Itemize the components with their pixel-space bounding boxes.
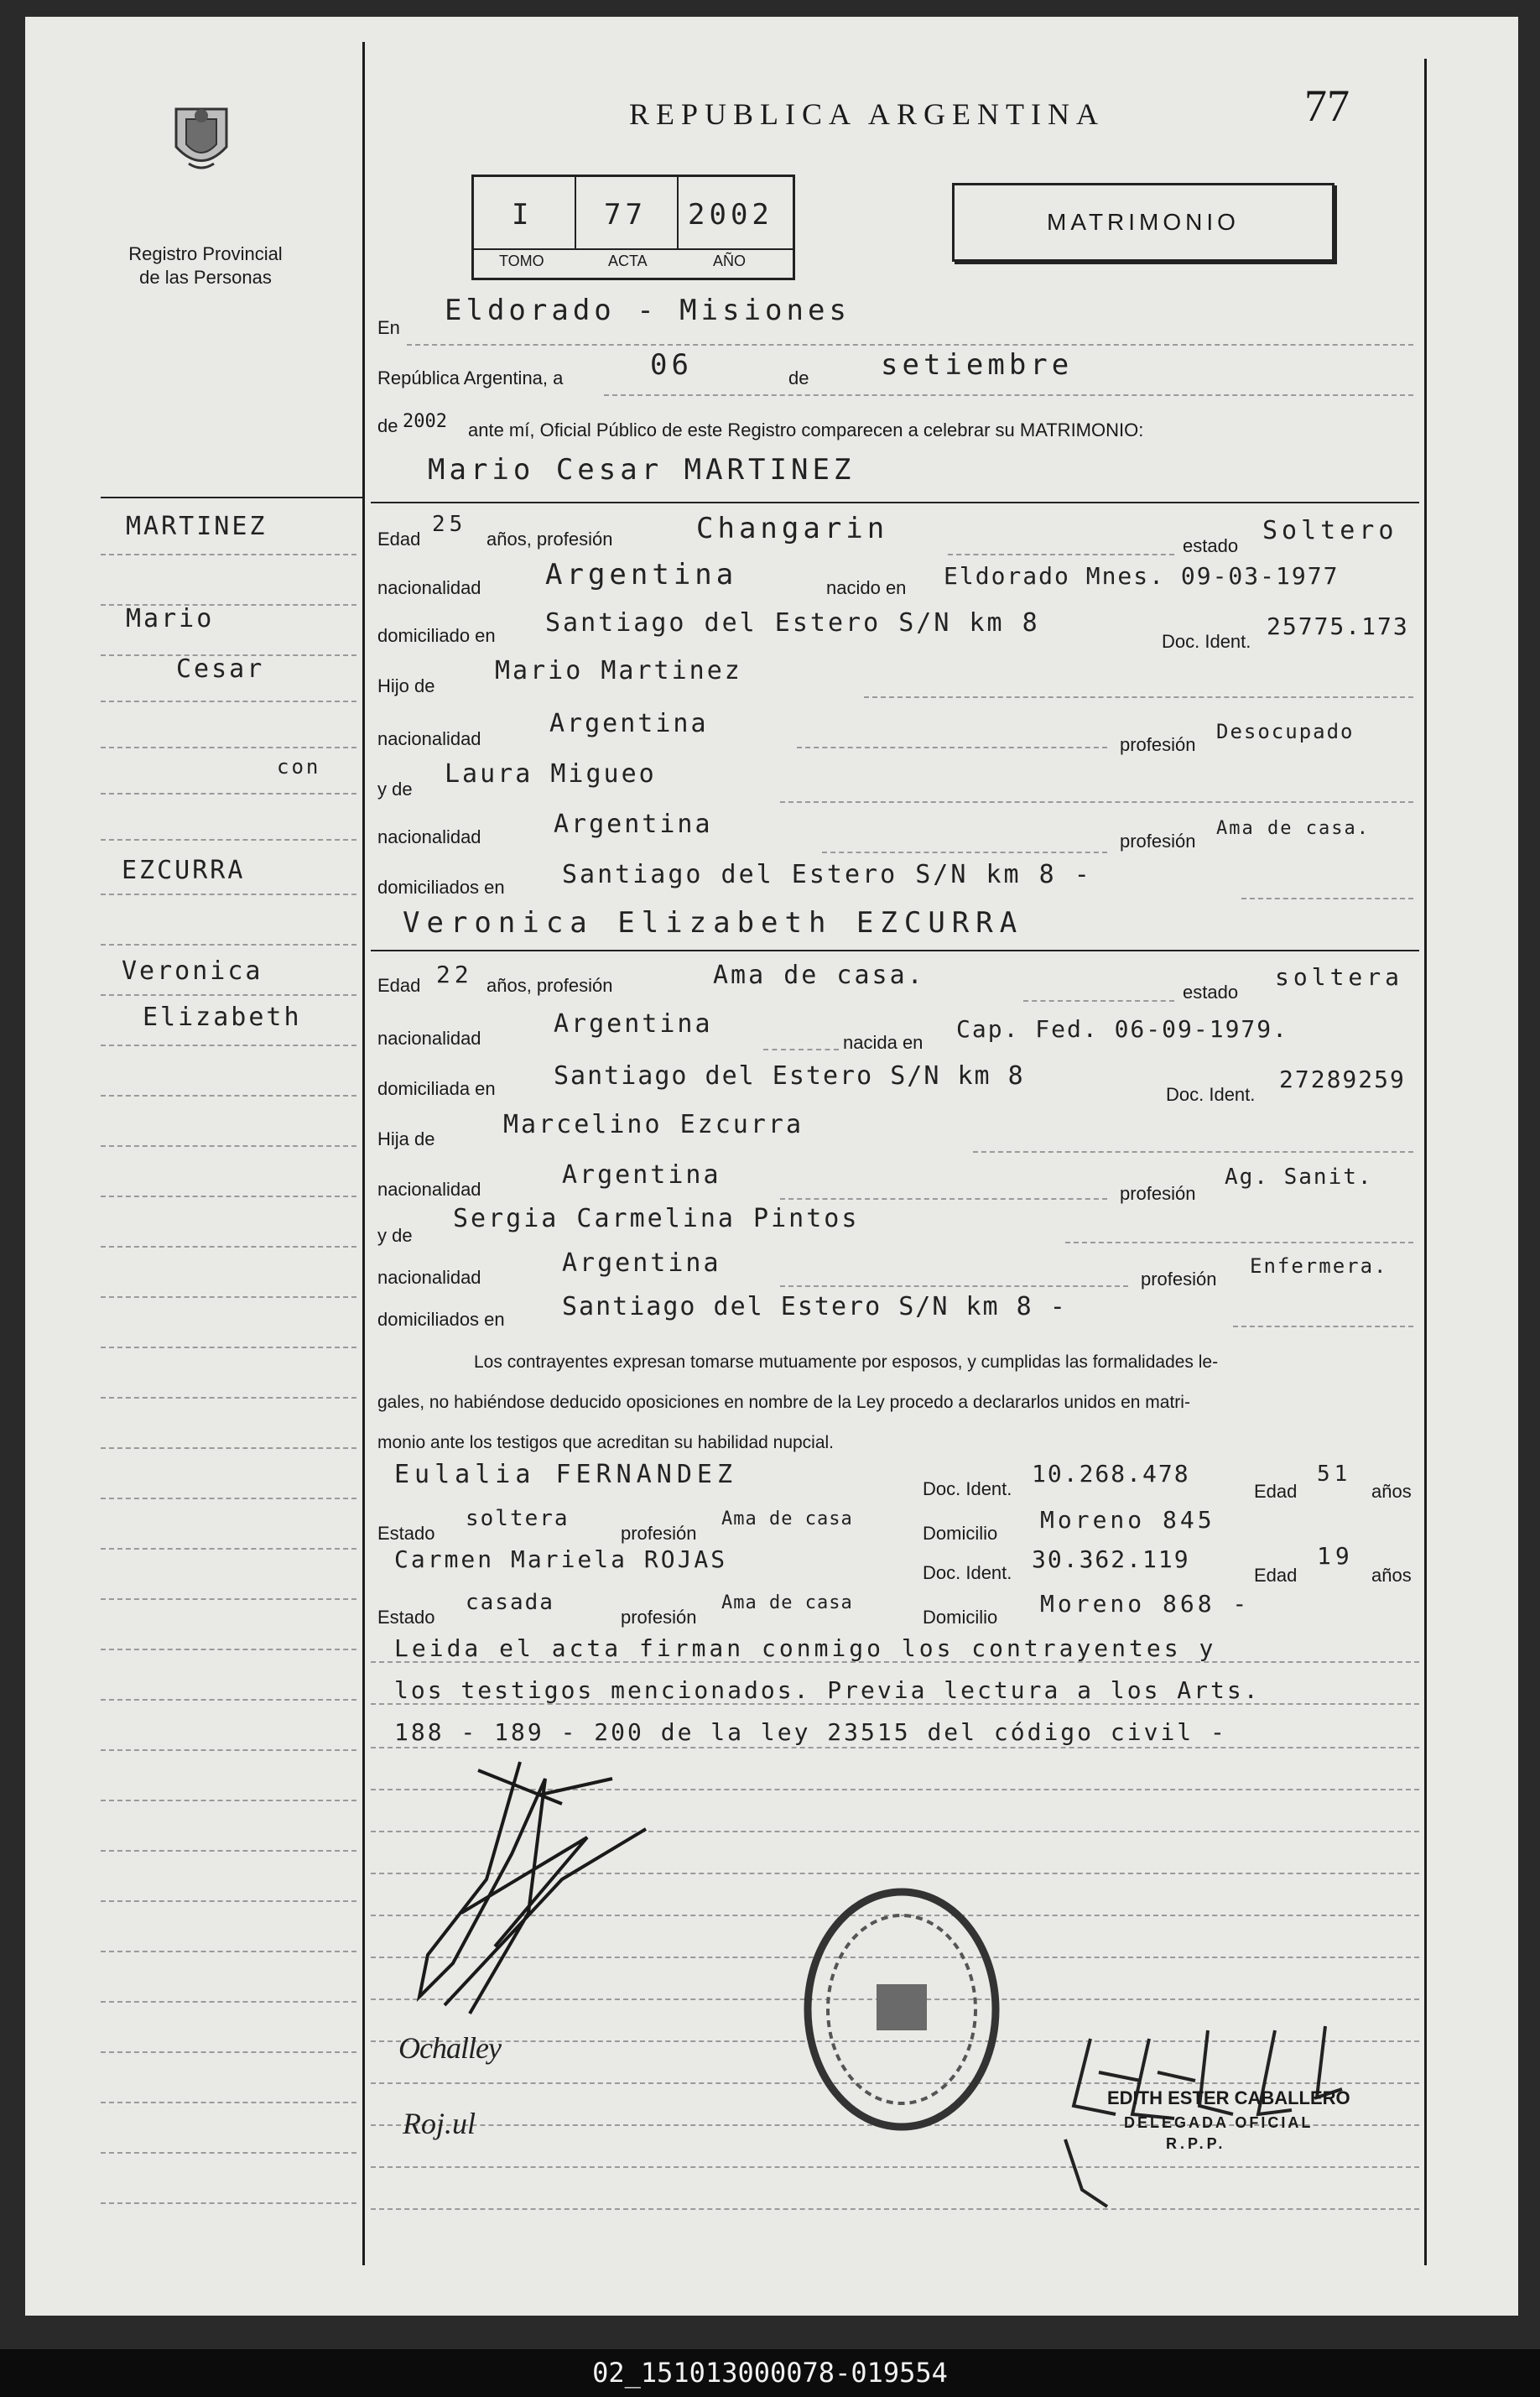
bride-birth-label: nacida en [843, 1032, 923, 1053]
margin-rule-top [101, 497, 362, 498]
rule [973, 1151, 1413, 1153]
section-rule [371, 502, 1419, 503]
rule [1065, 1242, 1413, 1243]
bride-age: 22 [436, 961, 473, 988]
margin-line [101, 1397, 356, 1399]
bride-mother-nationality-label: nacionalidad [377, 1267, 481, 1288]
rule [948, 554, 1174, 555]
rule [763, 1049, 839, 1050]
margin-line [101, 1246, 356, 1248]
bride-mother-profession: Enfermera. [1250, 1254, 1388, 1278]
witness1-anos-label: años [1371, 1481, 1412, 1502]
groom-mother-nationality: Argentina [554, 810, 713, 839]
bride-father-nationality-label: nacionalidad [377, 1179, 481, 1200]
ano-label: AÑO [713, 253, 747, 269]
rule [604, 394, 1413, 396]
official-seal-icon [797, 1879, 1007, 2139]
witness1-doc: 10.268.478 [1032, 1460, 1190, 1488]
margin-line [101, 1800, 356, 1801]
de-label: de [788, 367, 809, 388]
bride-father-profession: Ag. Sanit. [1225, 1165, 1373, 1190]
witness1-status: soltera [466, 1506, 570, 1531]
margin-groom-name2: Cesar [176, 654, 265, 684]
rule [780, 1198, 1107, 1200]
bride-birth: Cap. Fed. 06-09-1979. [956, 1015, 1289, 1043]
place-value: Eldorado - Misiones [445, 294, 851, 327]
margin-line [101, 1900, 356, 1902]
margin-line [101, 2001, 356, 2003]
office-name-line1: Registro Provincial [128, 243, 283, 264]
official-office: R.P.P. [1166, 2135, 1226, 2152]
rule [1233, 1326, 1413, 1327]
witness1-status-label: Estado [377, 1523, 435, 1544]
rule [864, 696, 1413, 698]
witness2-address-label: Domicilio [923, 1607, 998, 1628]
witness1-name: Eulalia FERNANDEZ [394, 1460, 738, 1489]
closing-line1: Leida el acta firman conmigo los contrayentes y [394, 1634, 1217, 1662]
bride-profession: Ama de casa. [713, 961, 925, 990]
tomo-acta-ano-box [471, 175, 795, 280]
groom-profession: Changarin [696, 512, 889, 545]
act-type-box [952, 183, 1334, 262]
margin-bride-surname: EZCURRA [122, 856, 246, 885]
declaration-line3: monio ante los testigos que acreditan su habilidad nupcial. [377, 1433, 835, 1452]
bride-address-label: domiciliada en [377, 1078, 496, 1099]
margin-line [101, 1347, 356, 1348]
bride-nationality: Argentina [554, 1009, 713, 1039]
groom-full-name: Mario Cesar MARTINEZ [428, 453, 856, 487]
provincial-emblem-icon [168, 101, 235, 176]
bride-doc-label: Doc. Ident. [1166, 1084, 1256, 1105]
witness2-status-label: Estado [377, 1607, 435, 1628]
margin-line [101, 1498, 356, 1499]
margin-line [101, 1649, 356, 1650]
margin-groom-name1: Mario [126, 604, 215, 633]
witness-signature-1: Ochalley [398, 2031, 501, 2065]
witness2-name: Carmen Mariela ROJAS [394, 1545, 728, 1573]
margin-line [101, 2202, 356, 2204]
margin-line [101, 1951, 356, 1952]
margin-line [101, 1749, 356, 1751]
groom-nationality-label: nacionalidad [377, 577, 481, 598]
bride-anos-label: años, profesión [486, 975, 613, 996]
groom-address-label: domiciliado en [377, 625, 496, 646]
acta-label: ACTA [608, 253, 648, 269]
witness1-profession: Ama de casa [721, 1509, 853, 1529]
republic-label: República Argentina, a [377, 367, 564, 388]
witness1-age: 51 [1317, 1462, 1352, 1487]
groom-address: Santiago del Estero S/N km 8 [545, 608, 1040, 638]
witness2-doc-label: Doc. Ident. [923, 1562, 1012, 1583]
closing-line2: los testigos mencionados. Previa lectura a los Arts. [394, 1676, 1261, 1704]
groom-father-nationality: Argentina [549, 709, 709, 738]
bride-parents-address: Santiago del Estero S/N km 8 - [562, 1292, 1067, 1321]
margin-line [101, 944, 356, 946]
bride-father-nationality: Argentina [562, 1160, 721, 1190]
bride-father: Marcelino Ezcurra [503, 1110, 804, 1139]
margin-line [101, 701, 356, 702]
rule [780, 801, 1413, 803]
groom-father-profession: Desocupado [1216, 720, 1355, 743]
year-prefix: de [377, 415, 398, 436]
groom-birth: Eldorado Mnes. 09-03-1977 [944, 562, 1340, 590]
margin-line [101, 604, 356, 606]
margin-line [101, 1850, 356, 1852]
rule [407, 344, 1413, 346]
groom-father-label: Hijo de [377, 675, 435, 696]
groom-age-label: Edad [377, 529, 421, 550]
witness2-age-label: Edad [1254, 1565, 1298, 1586]
margin-line [101, 654, 356, 656]
rule [371, 1661, 1419, 1663]
right-rule [1424, 59, 1427, 2265]
bride-full-name: Veronica Elizabeth EZCURRA [403, 906, 1024, 940]
groom-doc-label: Doc. Ident. [1162, 631, 1251, 652]
bride-father-label: Hija de [377, 1128, 435, 1149]
bride-doc: 27289259 [1279, 1066, 1406, 1093]
acta-value: 77 [604, 198, 647, 232]
rule [1241, 898, 1413, 899]
margin-rule [362, 42, 365, 2265]
margin-line [101, 1045, 356, 1046]
margin-line [101, 554, 356, 555]
tomo-value: I [512, 198, 533, 232]
groom-mother-label: y de [377, 779, 413, 800]
groom-mother-profession-label: profesión [1120, 831, 1196, 852]
margin-line [101, 1548, 356, 1550]
file-id-footer: 02_151013000078-019554 [0, 2349, 1540, 2397]
witness1-profession-label: profesión [621, 1523, 697, 1544]
margin-line [101, 994, 356, 996]
closing-line3: 188 - 189 - 200 de la ley 23515 del código civil - [394, 1718, 1227, 1746]
groom-parents-address: Santiago del Estero S/N km 8 - [562, 860, 1092, 889]
bride-mother: Sergia Carmelina Pintos [453, 1204, 860, 1233]
groom-nationality: Argentina [545, 558, 738, 591]
groom-age: 25 [432, 512, 467, 537]
groom-status: Soltero [1262, 516, 1398, 545]
declaration-line2: gales, no habiéndose deducido oposiciones en nombre de la Ley procedo a declararlos unidos en matri- [377, 1393, 1190, 1412]
witness1-age-label: Edad [1254, 1481, 1298, 1502]
bride-father-profession-label: profesión [1120, 1183, 1196, 1204]
en-label: En [377, 317, 400, 338]
page-number: 77 [1304, 81, 1350, 131]
margin-line [101, 747, 356, 748]
margin-line [101, 1447, 356, 1449]
margin-line [101, 1196, 356, 1197]
witness2-age: 19 [1317, 1542, 1354, 1570]
rule [371, 1703, 1419, 1705]
margin-line [101, 793, 356, 795]
witness1-doc-label: Doc. Ident. [923, 1478, 1012, 1499]
margin-line [101, 1296, 356, 1298]
country-title: REPUBLICA ARGENTINA [629, 97, 1106, 131]
bride-mother-profession-label: profesión [1141, 1269, 1217, 1290]
year-value: 2002 [403, 411, 447, 432]
groom-birth-label: nacido en [826, 577, 907, 598]
bride-parents-address-label: domiciliados en [377, 1309, 505, 1330]
margin-line [101, 2051, 356, 2053]
witness2-address: Moreno 868 - [1040, 1590, 1251, 1618]
rule [822, 852, 1107, 853]
groom-mother-nationality-label: nacionalidad [377, 826, 481, 847]
margin-line [101, 1699, 356, 1701]
groom-anos-label: años, profesión [486, 529, 613, 550]
witness2-profession-label: profesión [621, 1607, 697, 1628]
groom-parents-address-label: domiciliados en [377, 877, 505, 898]
bride-age-label: Edad [377, 975, 421, 996]
margin-line [101, 1598, 356, 1600]
margin-line [101, 894, 356, 895]
groom-doc: 25775.173 [1267, 612, 1409, 640]
margin-line [101, 2102, 356, 2103]
bride-estado-label: estado [1183, 982, 1239, 1003]
margin-bride-name2: Elizabeth [143, 1003, 302, 1032]
margin-line [101, 839, 356, 841]
month-value: setiembre [881, 348, 1074, 382]
declaration-line1: Los contrayentes expresan tomarse mutuamente por esposos, y cumplidas las formalidades le- [474, 1352, 1219, 1372]
bride-mother-label: y de [377, 1225, 413, 1246]
bride-nationality-label: nacionalidad [377, 1028, 481, 1049]
official-title: DELEGADA OFICIAL [1124, 2114, 1314, 2131]
witness-signature-2: Roj.ul [403, 2107, 476, 2140]
witness1-address: Moreno 845 [1040, 1506, 1215, 1534]
day-value: 06 [650, 348, 693, 382]
groom-father: Mario Martinez [495, 656, 742, 685]
groom-estado-label: estado [1183, 535, 1239, 556]
margin-line [101, 1095, 356, 1097]
official-name: EDITH ESTER CABALLERO [1107, 2087, 1350, 2108]
groom-mother: Laura Migueo [445, 759, 657, 789]
witness2-profession: Ama de casa [721, 1592, 853, 1613]
groom-mother-profession: Ama de casa. [1216, 818, 1370, 839]
margin-conjunction: con [277, 755, 321, 779]
bride-mother-nationality: Argentina [562, 1248, 721, 1278]
office-name-line2: de las Personas [139, 267, 272, 288]
witness1-address-label: Domicilio [923, 1523, 998, 1544]
tomo-label: TOMO [499, 253, 544, 269]
bride-status: soltera [1275, 963, 1404, 991]
witness2-anos-label: años [1371, 1565, 1412, 1586]
act-type-title: MATRIMONIO [1047, 209, 1240, 235]
intro-statement: ante mí, Oficial Público de este Registro comparecen a celebrar su MATRIMONIO: [468, 419, 1144, 440]
bride-address: Santiago del Estero S/N km 8 [554, 1061, 1025, 1091]
groom-father-nationality-label: nacionalidad [377, 728, 481, 749]
section-rule [371, 950, 1419, 951]
witness2-doc: 30.362.119 [1032, 1545, 1190, 1573]
margin-line [101, 2152, 356, 2154]
groom-father-profession-label: profesión [1120, 734, 1196, 755]
margin-groom-surname: MARTINEZ [126, 512, 268, 541]
witness2-status: casada [466, 1590, 554, 1615]
rule [1023, 1000, 1174, 1002]
ano-value: 2002 [688, 198, 773, 232]
margin-line [101, 1145, 356, 1147]
document-page [25, 17, 1518, 2316]
margin-bride-name1: Veronica [122, 956, 263, 986]
rule [780, 1285, 1128, 1287]
groom-signature [394, 1745, 671, 2030]
rule [797, 747, 1107, 748]
